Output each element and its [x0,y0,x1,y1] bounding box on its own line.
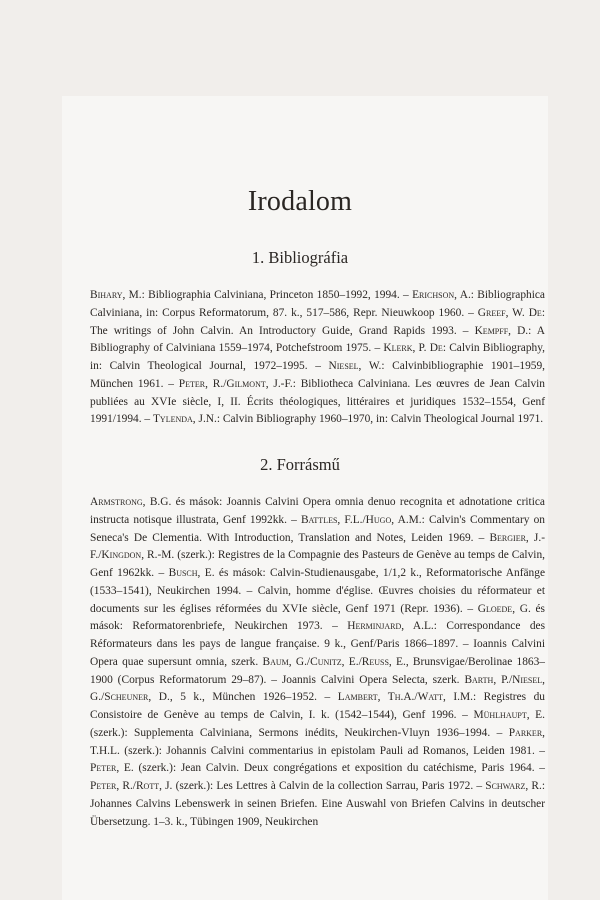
entry-author: Parker, T.H.L. [90,726,545,757]
entry-author: Niesel, W. [328,360,382,372]
entry-text: : Calvin Bibliography, in: Calvin Theological Journal, 1972–1995. – [90,342,546,372]
entry-author: Baum, G./Cunitz, E./Reuss, E. [262,655,406,668]
entry-author: Lambert, Th.A./Watt, I.M. [337,691,473,704]
entry-author: Schwarz, R. [485,780,542,792]
entry-author: Tylenda, J.N. [152,413,217,426]
section-title-forrasmu: 2. Forrásmű [260,455,340,474]
entry-author: Mühlhaupt, E. [473,709,545,721]
entry-text: : Calvin's Commentary on Seneca's De Clementia. With Introduction, Translation and Notes, Leiden 1969. – [90,513,546,544]
entry-text: : Bibliographia Calviniana, Princeton 1850–1992, 1994. – [141,289,413,301]
entry-author: Gloede, G. [477,602,531,615]
entry-text: és mások: Calvin-Studienausgabe, 1/1,2 k., Reformatorische Anfänge (1533–1541), Neukirchen 1994. – Calvin, homme d'église. Œuvres choisies du réformateur et documents sur les églises réformées du XVIe siècle, Genf 1971 (Repr. 1936). – [90,567,545,615]
page-heading: Irodalom [247,186,353,217]
entry-author: Greef, W. De [477,306,542,319]
entry-author: Peter, R./Gilmont, J.-F. [178,377,293,390]
entry-author: Kempff, D. [474,324,529,337]
entry-text: , Brunsvigae/Berolinae 1863–1900 (Corpus Reformatorum 29–87). – Joannis Calvini Opera Selecta, szerk. [90,655,545,686]
entry-text: , 5 k., München 1926–1952. – [169,691,338,704]
entry-text: : Bibliotheca Calviniana. Les œuvres de Jean Calvin publiées au XVIe siècle, I, II. Écrits théologiques, littéraires et juridiques 1532–1554, Genf 1991/1994. – [90,377,545,426]
entry-text: : Calvinbibliographie 1901–1959, München 1961. – [90,360,546,390]
entry-author: Bihary, M. [90,289,142,301]
entry-author: Battles, F.L./Hugo, A.M. [300,513,422,526]
entry-text: és mások: Joannis Calvini Opera omnia denuo recognita et adnotatione critica instructa notisque illustrata, Genf 1992kk. – [90,496,545,526]
section-title-bibliografia: 1. Bibliográfia [251,248,349,267]
entry-author: Busch, E. [168,567,215,579]
entry-author: Barth, P./Niesel, G./Scheuner, D. [90,673,546,704]
entry-text: : Bibliographica Calviniana, in: Corpus Reformatorum, 87. k., 517–586, Repr. Nieuwkoop 1960. – [90,289,545,319]
entry-author: Bergier, J.-F./Kingdon, R.-M. [90,531,545,562]
entry-author: Peter, E. [90,762,134,775]
entry-author: Herminjard, A.L. [347,620,434,633]
entry-text: (szerk.): Jean Calvin. Deux congrégations et exposition du catéchisme, Paris 1964. – [133,762,545,775]
entry-text: : Registres du Consistoire de Genève au temps de Calvin, I. k. (1542–1544), Genf 1996. – [90,691,545,721]
entry-text: és mások: Reformatorenbriefe, Neukirchen 1973. – [90,602,545,633]
entry-text: : A Bibliography of Calviniana 1559–1974, Potchefstroom 1975. – [90,324,545,355]
entry-text: (szerk.): Johannis Calvini commentarius in epistolam Pauli ad Romanos, Leiden 1981. – [119,744,545,757]
entry-author: Erichson, A. [412,289,471,301]
bibliography-paragraph [90,287,545,429]
entry-text: : The writings of John Calvin. An Introductory Guide, Grand Rapids 1993. – [90,306,545,337]
entry-text: : Calvin Bibliography 1960–1970, in: Calvin Theological Journal 1971. [216,413,544,426]
entry-text: : Correspondance des Réformateurs dans les pays de langue française. 9 k., Genf/Paris 1866–1897. – Ioannis Calvini Opera quae supersunt omnia, szerk. [90,620,546,668]
entry-author: Peter, R./Rott, J. [90,780,173,792]
entry-text: : Johannes Calvins Lebenswerk in seinen Briefen. Eine Auswahl von Briefen Calvins in deutscher Übersetzung. 1–3. k., Tübingen 1909, Neukirchen [90,780,545,828]
entry-author: Klerk, P. De [383,342,443,355]
entry-text: (szerk.): Supplementa Calviniana, Sermons inédits, Neukirchen-Vluyn 1936–1994. – [90,726,509,739]
entry-text: (szerk.): Registres de la Compagnie des Pasteurs de Genève au temps de Calvin, Genf 1962kk. – [90,549,545,579]
sources-paragraph [90,494,545,831]
entry-author: Armstrong, B.G. [90,496,172,508]
entry-text: (szerk.): Les Lettres à Calvin de la collection Sarrau, Paris 1972. – [172,780,486,792]
